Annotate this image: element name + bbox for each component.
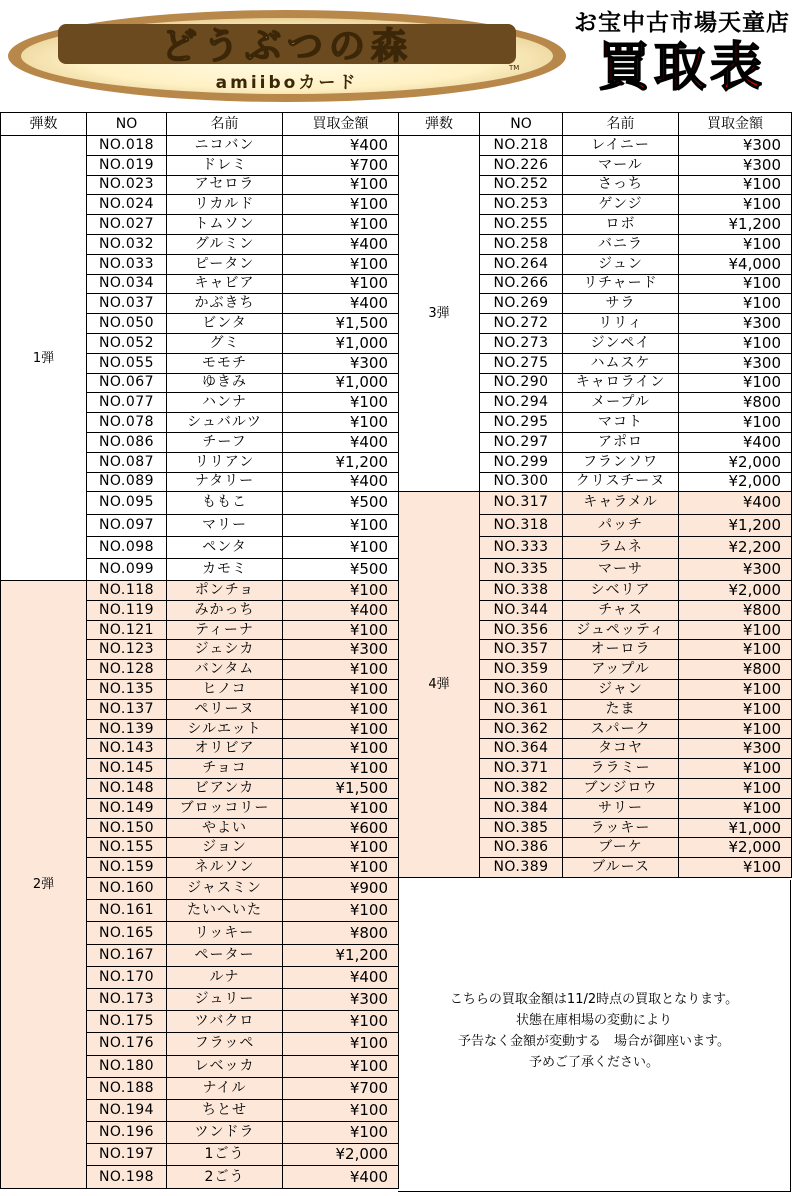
character-name: レイニー	[563, 136, 679, 156]
buy-price: ¥800	[283, 922, 399, 944]
buy-price: ¥100	[679, 333, 792, 353]
card-number: NO.299	[480, 452, 563, 472]
card-number: NO.180	[87, 1055, 167, 1077]
character-name: サラ	[563, 294, 679, 314]
table-row	[399, 492, 792, 514]
character-name: ジュペッティ	[563, 620, 679, 640]
card-number: NO.018	[87, 136, 167, 156]
card-number: NO.389	[480, 858, 563, 878]
character-name: リカルド	[167, 195, 283, 215]
buy-price: ¥100	[283, 660, 399, 680]
card-number: NO.252	[480, 175, 563, 195]
card-number: NO.150	[87, 818, 167, 838]
card-number: NO.338	[480, 581, 563, 601]
buy-price: ¥100	[283, 413, 399, 433]
buy-price: ¥2,000	[679, 838, 792, 858]
card-number: NO.099	[87, 558, 167, 580]
character-name: ルナ	[167, 966, 283, 988]
buy-price: ¥1,200	[679, 215, 792, 235]
buy-price: ¥1,500	[283, 779, 399, 799]
buy-price: ¥800	[679, 393, 792, 413]
logo-title: どうぶつの森	[160, 26, 414, 67]
character-name: トムソン	[167, 215, 283, 235]
buy-price: ¥300	[283, 640, 399, 660]
character-name: リチャード	[563, 274, 679, 294]
character-name: バンタム	[167, 660, 283, 680]
character-name: フランソワ	[563, 452, 679, 472]
table-row	[1, 581, 399, 601]
character-name: チーフ	[167, 432, 283, 452]
table-header-row	[1, 113, 399, 136]
card-number: NO.294	[480, 393, 563, 413]
card-number: NO.386	[480, 838, 563, 858]
table-row	[399, 136, 792, 156]
character-name: ヒノコ	[167, 680, 283, 700]
character-name: 1ごう	[167, 1144, 283, 1166]
character-name: オーロラ	[563, 640, 679, 660]
character-name: リリアン	[167, 452, 283, 472]
buy-price: ¥800	[679, 600, 792, 620]
card-number: NO.128	[87, 660, 167, 680]
notice-line: 予告なく金額が変動する 場合が御座います。	[458, 1033, 730, 1049]
card-number: NO.097	[87, 514, 167, 536]
buy-price: ¥100	[283, 759, 399, 779]
buy-price: ¥2,000	[283, 1144, 399, 1166]
card-number: NO.188	[87, 1077, 167, 1099]
card-number: NO.295	[480, 413, 563, 433]
buy-price: ¥100	[679, 719, 792, 739]
buy-price: ¥300	[679, 155, 792, 175]
price-table-left	[0, 112, 399, 1189]
card-number: NO.086	[87, 432, 167, 452]
card-number: NO.089	[87, 472, 167, 492]
buy-price: ¥100	[283, 393, 399, 413]
card-number: NO.143	[87, 739, 167, 759]
character-name: ティーナ	[167, 620, 283, 640]
buy-price: ¥100	[283, 798, 399, 818]
character-name: ツバクロ	[167, 1011, 283, 1033]
character-name: アセロラ	[167, 175, 283, 195]
buy-price: ¥100	[283, 536, 399, 558]
buy-price: ¥300	[283, 988, 399, 1010]
buy-price: ¥400	[283, 234, 399, 254]
character-name: シュバルツ	[167, 413, 283, 433]
card-number: NO.255	[480, 215, 563, 235]
character-name: モモチ	[167, 353, 283, 373]
column-header-name: 名前	[563, 113, 679, 136]
buy-price: ¥400	[679, 492, 792, 514]
card-number: NO.121	[87, 620, 167, 640]
buy-price: ¥400	[679, 432, 792, 452]
character-name: メープル	[563, 393, 679, 413]
buy-price: ¥100	[283, 274, 399, 294]
buy-price: ¥1,200	[283, 944, 399, 966]
buy-price: ¥100	[679, 699, 792, 719]
character-name: アポロ	[563, 432, 679, 452]
buy-price: ¥800	[679, 660, 792, 680]
character-name: ブンジロウ	[563, 779, 679, 799]
character-name: ブロッコリー	[167, 798, 283, 818]
card-number: NO.067	[87, 373, 167, 393]
character-name: フラッペ	[167, 1033, 283, 1055]
character-name: ララミー	[563, 759, 679, 779]
card-number: NO.362	[480, 719, 563, 739]
series-label: 2弾	[1, 581, 87, 1189]
character-name: クリスチーヌ	[563, 472, 679, 492]
buy-price: ¥700	[283, 1077, 399, 1099]
buy-price: ¥100	[283, 215, 399, 235]
buy-price: ¥100	[283, 1099, 399, 1121]
card-number: NO.198	[87, 1166, 167, 1188]
column-header-name: 名前	[167, 113, 283, 136]
price-table-right	[398, 112, 792, 878]
card-number: NO.119	[87, 600, 167, 620]
card-number: NO.344	[480, 600, 563, 620]
buy-price: ¥400	[283, 966, 399, 988]
buy-price: ¥1,000	[283, 333, 399, 353]
table-body-left	[1, 136, 399, 1189]
character-name: やよい	[167, 818, 283, 838]
buy-price: ¥100	[283, 254, 399, 274]
buy-price: ¥100	[283, 1011, 399, 1033]
character-name: かぶきち	[167, 294, 283, 314]
card-number: NO.218	[480, 136, 563, 156]
buy-price: ¥600	[283, 818, 399, 838]
card-number: NO.290	[480, 373, 563, 393]
buy-price: ¥100	[679, 373, 792, 393]
buy-price: ¥100	[283, 739, 399, 759]
card-number: NO.034	[87, 274, 167, 294]
character-name: たま	[563, 699, 679, 719]
card-number: NO.078	[87, 413, 167, 433]
buy-price: ¥700	[283, 155, 399, 175]
card-number: NO.297	[480, 432, 563, 452]
table-body-right	[399, 136, 792, 878]
series-label: 4弾	[399, 492, 480, 878]
buy-price: ¥100	[283, 858, 399, 878]
buy-price: ¥100	[283, 1033, 399, 1055]
buy-price: ¥300	[283, 353, 399, 373]
character-name: パッチ	[563, 514, 679, 536]
character-name: マコト	[563, 413, 679, 433]
buy-price: ¥2,000	[679, 452, 792, 472]
buy-price: ¥100	[679, 759, 792, 779]
character-name: カモミ	[167, 558, 283, 580]
table-header-row	[399, 113, 792, 136]
character-name: バニラ	[563, 234, 679, 254]
buy-price: ¥100	[679, 294, 792, 314]
card-number: NO.364	[480, 739, 563, 759]
character-name: ビンタ	[167, 314, 283, 334]
notice-line: 予めご了承ください。	[528, 1054, 659, 1070]
character-name: グルミン	[167, 234, 283, 254]
buy-price: ¥100	[283, 680, 399, 700]
notice-box	[398, 880, 791, 1192]
series-label: 1弾	[1, 136, 87, 581]
card-number: NO.382	[480, 779, 563, 799]
card-number: NO.098	[87, 536, 167, 558]
buy-price: ¥400	[283, 294, 399, 314]
card-number: NO.273	[480, 333, 563, 353]
character-name: シベリア	[563, 581, 679, 601]
buy-price: ¥100	[679, 175, 792, 195]
card-number: NO.175	[87, 1011, 167, 1033]
character-name: リッキー	[167, 922, 283, 944]
character-name: みかっち	[167, 600, 283, 620]
buy-price: ¥100	[679, 620, 792, 640]
character-name: ハンナ	[167, 393, 283, 413]
card-number: NO.371	[480, 759, 563, 779]
buy-price: ¥2,200	[679, 536, 792, 558]
character-name: ももこ	[167, 492, 283, 514]
card-number: NO.264	[480, 254, 563, 274]
character-name: レベッカ	[167, 1055, 283, 1077]
buy-price: ¥100	[283, 620, 399, 640]
card-number: NO.160	[87, 878, 167, 900]
card-number: NO.118	[87, 581, 167, 601]
card-number: NO.333	[480, 536, 563, 558]
character-name: ペーター	[167, 944, 283, 966]
buy-price: ¥100	[283, 514, 399, 536]
card-number: NO.385	[480, 818, 563, 838]
buy-price: ¥100	[679, 195, 792, 215]
character-name: ちとせ	[167, 1099, 283, 1121]
character-name: ブーケ	[563, 838, 679, 858]
character-name: ニコバン	[167, 136, 283, 156]
card-number: NO.194	[87, 1099, 167, 1121]
buy-price: ¥1,200	[679, 514, 792, 536]
column-header-price: 買取金額	[679, 113, 792, 136]
character-name: リリィ	[563, 314, 679, 334]
card-number: NO.032	[87, 234, 167, 254]
character-name: ジュン	[563, 254, 679, 274]
buy-price: ¥100	[679, 858, 792, 878]
column-header-price: 買取金額	[283, 113, 399, 136]
character-name: ポンチョ	[167, 581, 283, 601]
card-number: NO.050	[87, 314, 167, 334]
character-name: ビアンカ	[167, 779, 283, 799]
card-number: NO.266	[480, 274, 563, 294]
card-number: NO.361	[480, 699, 563, 719]
character-name: マール	[563, 155, 679, 175]
buy-price: ¥1,500	[283, 314, 399, 334]
character-name: さっち	[563, 175, 679, 195]
character-name: チョコ	[167, 759, 283, 779]
character-name: ジョン	[167, 838, 283, 858]
card-number: NO.087	[87, 452, 167, 472]
buy-price: ¥100	[679, 274, 792, 294]
card-number: NO.024	[87, 195, 167, 215]
card-number: NO.161	[87, 900, 167, 922]
card-number: NO.123	[87, 640, 167, 660]
card-number: NO.357	[480, 640, 563, 660]
buy-price: ¥500	[283, 492, 399, 514]
card-number: NO.019	[87, 155, 167, 175]
buy-price: ¥100	[679, 680, 792, 700]
card-number: NO.077	[87, 393, 167, 413]
notice-line: こちらの買取金額は11/2時点の買取となります。	[449, 991, 739, 1007]
card-number: NO.037	[87, 294, 167, 314]
character-name: ゆきみ	[167, 373, 283, 393]
card-number: NO.095	[87, 492, 167, 514]
buy-price: ¥400	[283, 600, 399, 620]
card-number: NO.176	[87, 1033, 167, 1055]
character-name: ドレミ	[167, 155, 283, 175]
card-number: NO.139	[87, 719, 167, 739]
character-name: ツンドラ	[167, 1122, 283, 1144]
card-number: NO.269	[480, 294, 563, 314]
character-name: ネルソン	[167, 858, 283, 878]
card-number: NO.318	[480, 514, 563, 536]
character-name: ジェシカ	[167, 640, 283, 660]
buy-price: ¥300	[679, 739, 792, 759]
character-name: ジャスミン	[167, 878, 283, 900]
buy-price: ¥300	[679, 314, 792, 334]
buy-price: ¥100	[679, 413, 792, 433]
card-number: NO.335	[480, 558, 563, 580]
character-name: ラッキー	[563, 818, 679, 838]
character-name: シルエット	[167, 719, 283, 739]
buy-price: ¥500	[283, 558, 399, 580]
character-name: スパーク	[563, 719, 679, 739]
buy-price: ¥400	[283, 1166, 399, 1188]
column-header-series: 弾数	[1, 113, 87, 136]
buy-price: ¥300	[679, 136, 792, 156]
buy-price: ¥1,200	[283, 452, 399, 472]
character-name: ジンペイ	[563, 333, 679, 353]
card-number: NO.155	[87, 838, 167, 858]
table-row	[1, 136, 399, 156]
buy-price: ¥100	[283, 1122, 399, 1144]
character-name: たいへいた	[167, 900, 283, 922]
character-name: オリビア	[167, 739, 283, 759]
card-number: NO.027	[87, 215, 167, 235]
card-number: NO.135	[87, 680, 167, 700]
character-name: ラムネ	[563, 536, 679, 558]
shop-name: お宝中古市場天童店	[574, 10, 790, 36]
character-name: マーサ	[563, 558, 679, 580]
notice-line: 状態在庫相場の変動により	[515, 1012, 672, 1028]
character-name: ジャン	[563, 680, 679, 700]
character-name: タコヤ	[563, 739, 679, 759]
buy-price: ¥300	[679, 353, 792, 373]
card-number: NO.149	[87, 798, 167, 818]
character-name: キャラメル	[563, 492, 679, 514]
card-number: NO.033	[87, 254, 167, 274]
sheet-title: 買取表	[597, 38, 766, 98]
buy-price: ¥1,000	[679, 818, 792, 838]
buy-price: ¥4,000	[679, 254, 792, 274]
card-number: NO.145	[87, 759, 167, 779]
card-number: NO.023	[87, 175, 167, 195]
buy-price: ¥100	[283, 195, 399, 215]
card-number: NO.258	[480, 234, 563, 254]
column-header-series: 弾数	[399, 113, 480, 136]
card-number: NO.253	[480, 195, 563, 215]
card-number: NO.275	[480, 353, 563, 373]
buy-price: ¥100	[283, 719, 399, 739]
buy-price: ¥2,000	[679, 581, 792, 601]
card-number: NO.167	[87, 944, 167, 966]
character-name: ペンタ	[167, 536, 283, 558]
character-name: キャロライン	[563, 373, 679, 393]
logo-trademark: TM	[509, 64, 520, 72]
buy-price: ¥100	[283, 581, 399, 601]
character-name: キャビア	[167, 274, 283, 294]
character-name: ナタリー	[167, 472, 283, 492]
buy-price: ¥100	[283, 175, 399, 195]
buy-price: ¥100	[283, 900, 399, 922]
character-name: ブルース	[563, 858, 679, 878]
buy-price: ¥100	[679, 234, 792, 254]
card-number: NO.359	[480, 660, 563, 680]
buy-price: ¥300	[679, 558, 792, 580]
buy-price: ¥100	[283, 699, 399, 719]
card-number: NO.173	[87, 988, 167, 1010]
buy-price: ¥100	[679, 779, 792, 799]
character-name: ナイル	[167, 1077, 283, 1099]
card-number: NO.170	[87, 966, 167, 988]
character-name: グミ	[167, 333, 283, 353]
character-name: チャス	[563, 600, 679, 620]
series-label: 3弾	[399, 136, 480, 492]
card-number: NO.148	[87, 779, 167, 799]
card-number: NO.137	[87, 699, 167, 719]
character-name: アップル	[563, 660, 679, 680]
card-number: NO.196	[87, 1122, 167, 1144]
character-name: ロボ	[563, 215, 679, 235]
character-name: ピータン	[167, 254, 283, 274]
buy-price: ¥400	[283, 472, 399, 492]
buy-price: ¥400	[283, 136, 399, 156]
character-name: サリー	[563, 798, 679, 818]
buy-price: ¥400	[283, 432, 399, 452]
character-name: ペリーヌ	[167, 699, 283, 719]
card-number: NO.226	[480, 155, 563, 175]
buy-price: ¥100	[679, 640, 792, 660]
character-name: ジュリー	[167, 988, 283, 1010]
buy-price: ¥1,000	[283, 373, 399, 393]
column-header-no: NO	[87, 113, 167, 136]
character-name: マリー	[167, 514, 283, 536]
logo-subtitle: amiiboカード	[215, 73, 359, 93]
buy-price: ¥900	[283, 878, 399, 900]
card-number: NO.356	[480, 620, 563, 640]
buy-price: ¥2,000	[679, 472, 792, 492]
buy-price: ¥100	[283, 838, 399, 858]
card-number: NO.317	[480, 492, 563, 514]
card-number: NO.360	[480, 680, 563, 700]
card-number: NO.300	[480, 472, 563, 492]
card-number: NO.165	[87, 922, 167, 944]
card-number: NO.197	[87, 1144, 167, 1166]
card-number: NO.052	[87, 333, 167, 353]
header	[0, 0, 793, 112]
animal-crossing-logo	[4, 6, 570, 104]
character-name: ハムスケ	[563, 353, 679, 373]
buy-price: ¥100	[679, 798, 792, 818]
buy-price: ¥100	[283, 1055, 399, 1077]
card-number: NO.272	[480, 314, 563, 334]
card-number: NO.384	[480, 798, 563, 818]
character-name: 2ごう	[167, 1166, 283, 1188]
column-header-no: NO	[480, 113, 563, 136]
character-name: ゲンジ	[563, 195, 679, 215]
card-number: NO.159	[87, 858, 167, 878]
card-number: NO.055	[87, 353, 167, 373]
